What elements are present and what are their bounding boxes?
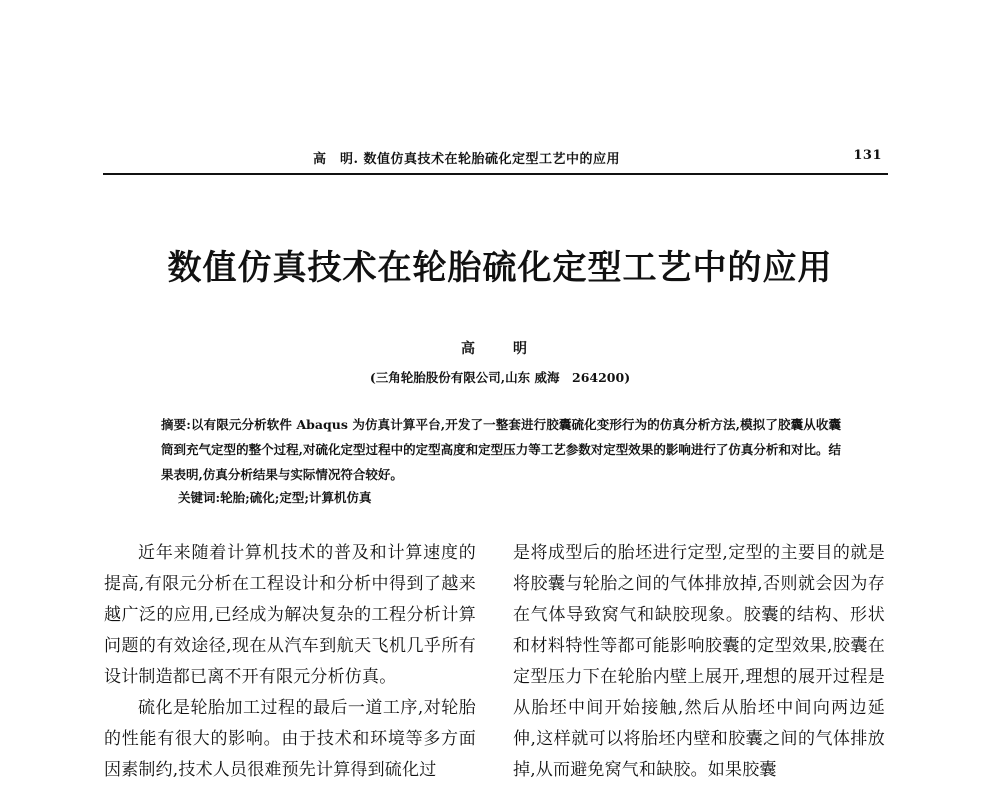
- paragraph: 是将成型后的胎坯进行定型,定型的主要目的就是将胶囊与轮胎之间的气体排放掉,否则就会因为存在气体导致窝气和缺胶现象。胶囊的结构、形状和材料特性等都可能影响胶囊的定型效果,胶囊在定型压力下在轮胎内壁上展开,理想的展开过程是从胎坯中间开始接触,然后从胎坯中间向两边延伸,这样就可以将胎坯内壁和胶囊之间的气体排放掉,从而避免窝气和缺胶。如果胶囊: [513, 543, 885, 780]
- paragraph: 近年来随着计算机技术的普及和计算速度的提高,有限元分析在工程设计和分析中得到了越来越广泛的应用,已经成为解决复杂的工程分析计算问题的有效途径,现在从汽车到航天飞机几乎所有设计制造都已离不开有限元分析仿真。: [104, 543, 476, 687]
- keywords-label: 关键词:: [178, 490, 221, 505]
- running-head-title: 高 明. 数值仿真技术在轮胎硫化定型工艺中的应用: [313, 152, 621, 167]
- paper-title: 数值仿真技术在轮胎硫化定型工艺中的应用: [167, 248, 833, 288]
- abstract: [161, 412, 841, 487]
- header-rule: [103, 173, 888, 175]
- abstract-label: 摘要:: [161, 417, 191, 432]
- page-number: 131: [853, 148, 882, 163]
- running-head: [103, 148, 888, 170]
- body-column-left: [104, 538, 476, 786]
- author: 高 明: [461, 341, 539, 357]
- keywords: [178, 488, 838, 506]
- body-column-right: [513, 538, 885, 786]
- keywords-text: 轮胎;硫化;定型;计算机仿真: [220, 490, 372, 505]
- paragraph: 硫化是轮胎加工过程的最后一道工序,对轮胎的性能有很大的影响。由于技术和环境等多方面因素制约,技术人员很难预先计算得到硫化过: [104, 698, 476, 780]
- affiliation: (三角轮胎股份有限公司,山东 威海 264200): [369, 370, 631, 385]
- abstract-text: 以有限元分析软件 Abaqus 为仿真计算平台,开发了一整套进行胶囊硫化变形行为的仿真分析方法,模拟了胶囊从收囊筒到充气定型的整个过程,对硫化定型过程中的定型高度和定型压力等工艺参数对定型效果的影响进行了仿真分析和对比。结果表明,仿真分析结果与实际情况符合较好。: [161, 417, 841, 482]
